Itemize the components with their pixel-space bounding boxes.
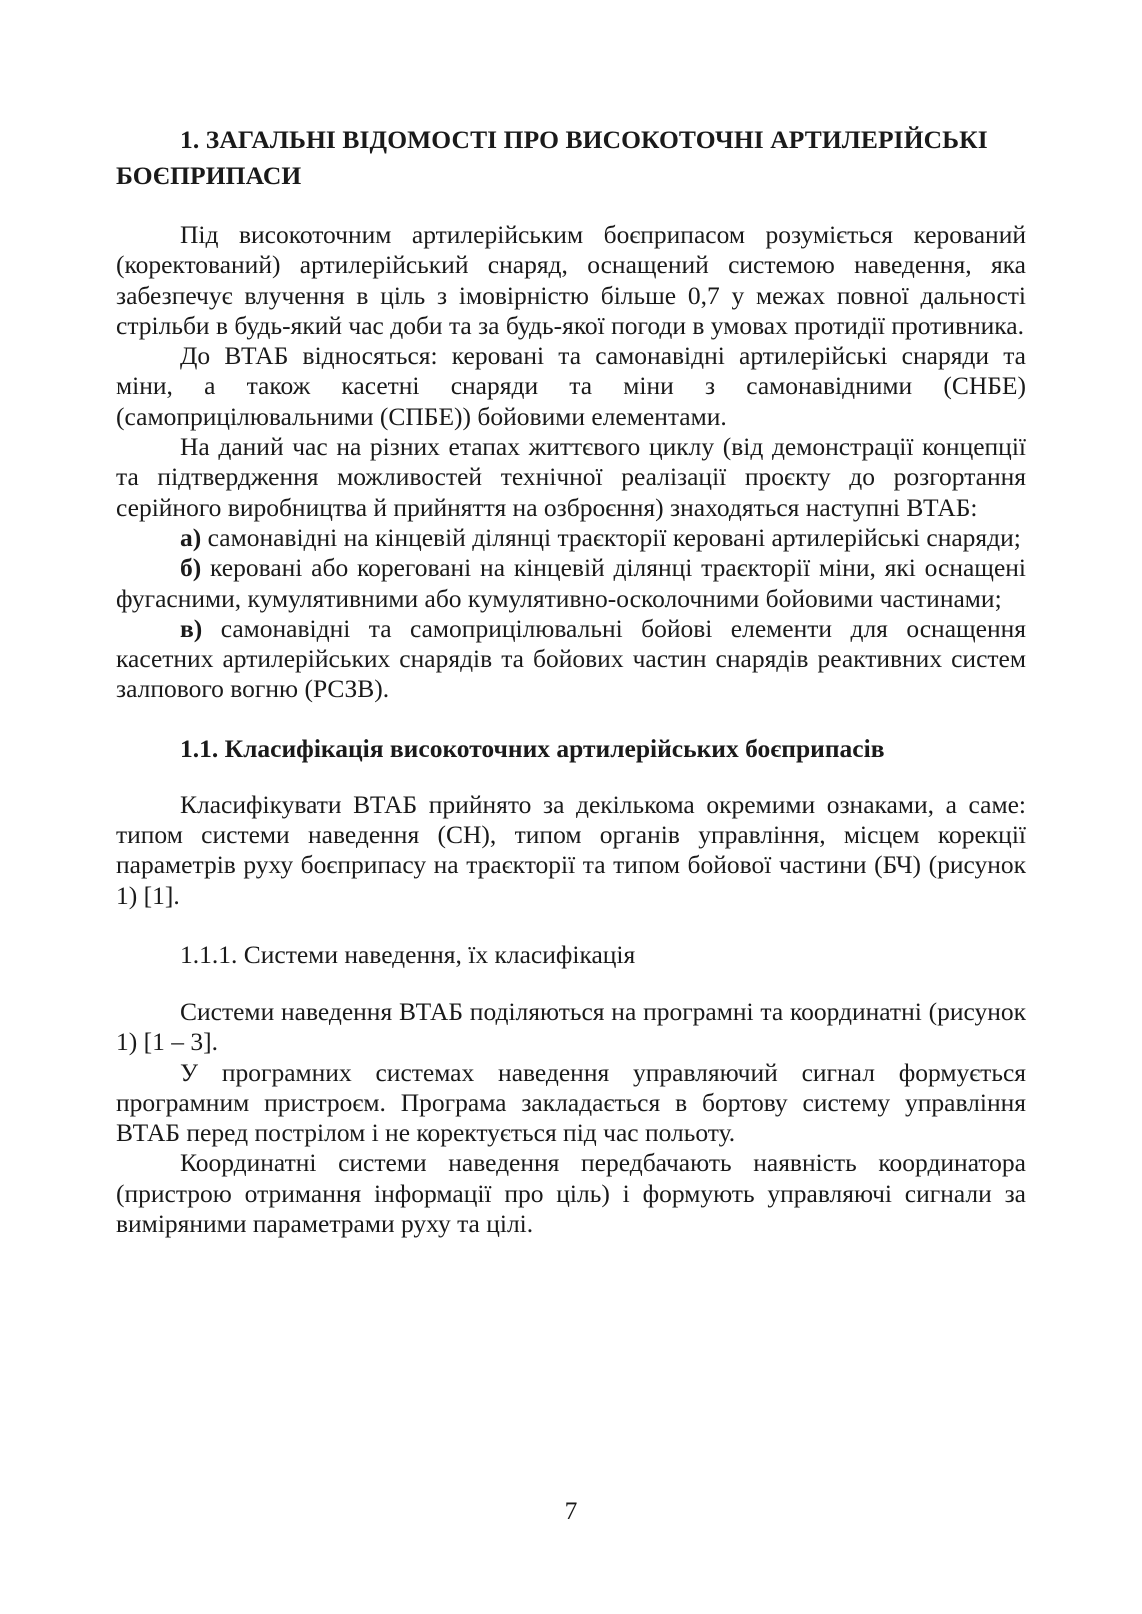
subsection-paragraph-2: У програмних системах наведення управляючий сигнал формується програмним пристроєм. Програма закладається в бортову систему управління ВТАБ перед пострілом і не коректується під час польоту. (116, 1057, 1026, 1148)
page-content (116, 122, 1026, 1239)
spacer (116, 971, 1026, 997)
chapter-title-line1: 1. ЗАГАЛЬНІ ВІДОМОСТІ ПРО ВИСОКОТОЧНІ АРТИЛЕРІЙСЬКІ (180, 125, 988, 154)
list-item-b (116, 553, 1026, 614)
chapter-title-line2: БОЄПРИПАСИ (116, 161, 302, 190)
list-item-label: в) (180, 613, 203, 643)
subsection-title: 1.1.1. Системи наведення, їх класифікація (180, 939, 636, 969)
list-item-text: самонавідні на кінцевій ділянці траєкторії керовані артилерійські снаряди; (201, 522, 1021, 552)
section-title: 1.1. Класифікація високоточних артилерійських боєприпасів (180, 733, 885, 763)
intro-paragraph-2: До ВТАБ відносяться: керовані та самонавідні артилерійські снаряди та міни, а також касетні снаряди та міни з самонавідними (СНБЕ) (самоприцілювальними (СПБЕ)) бойовими елементами. (116, 341, 1026, 431)
spacer (116, 194, 1026, 220)
subsection-paragraph-3: Координатні системи наведення передбачають наявність координатора (пристрою отримання інформації про ціль) і формують управляючі сигнали за виміряними параметрами руху та цілі. (116, 1148, 1026, 1239)
chapter-title (116, 122, 1026, 194)
list-item-c (116, 614, 1026, 705)
list-item-a (116, 523, 1026, 553)
section-paragraph-1: Класифікувати ВТАБ прийнято за декількома окремими ознаками, а саме: типом системи наведення (СН), типом органів управління, місцем корекції параметрів руху боєприпасу на траєкторії та типом бойової частини (БЧ) (рисунок 1) [1]. (116, 789, 1026, 910)
list-item-text: самонавідні та самоприцілювальні бойові елементи для оснащення касетних артилерійських снарядів та бойових частин снарядів реактивних систем залпового вогню (РСЗВ). (116, 613, 1026, 704)
spacer (116, 705, 1026, 733)
list-item-label: а) (180, 522, 202, 552)
spacer (116, 765, 1026, 790)
list-item-label: б) (180, 553, 202, 583)
intro-paragraph-3: На даний час на різних етапах життєвого циклу (від демонстрації концепції та підтвердження можливостей технічної реалізації проєкту до розгортання серійного виробництва й прийняття на озброєння) знаходяться наступні ВТАБ: (116, 432, 1026, 522)
list-item-text: керовані або кореговані на кінцевій ділянці траєкторії міни, які оснащені фугасними, кумулятивними або кумулятивно-осколочними бойовими частинами; (116, 553, 1026, 613)
subsection-paragraph-1: Системи наведення ВТАБ поділяються на програмні та координатні (рисунок 1) [1 – 3]. (116, 996, 1026, 1057)
intro-paragraph-1: Під високоточним артилерійським боєприпасом розуміється керований (коректований) артилерійський снаряд, оснащений системою наведення, яка забезпечує влучення в ціль з імовірністю більше 0,7 у межах повної дальності стрільби в будь-який час доби та за будь-якої погоди в умовах протидії противника. (116, 220, 1026, 340)
spacer (116, 911, 1026, 939)
page-number: 7 (564, 1496, 578, 1525)
